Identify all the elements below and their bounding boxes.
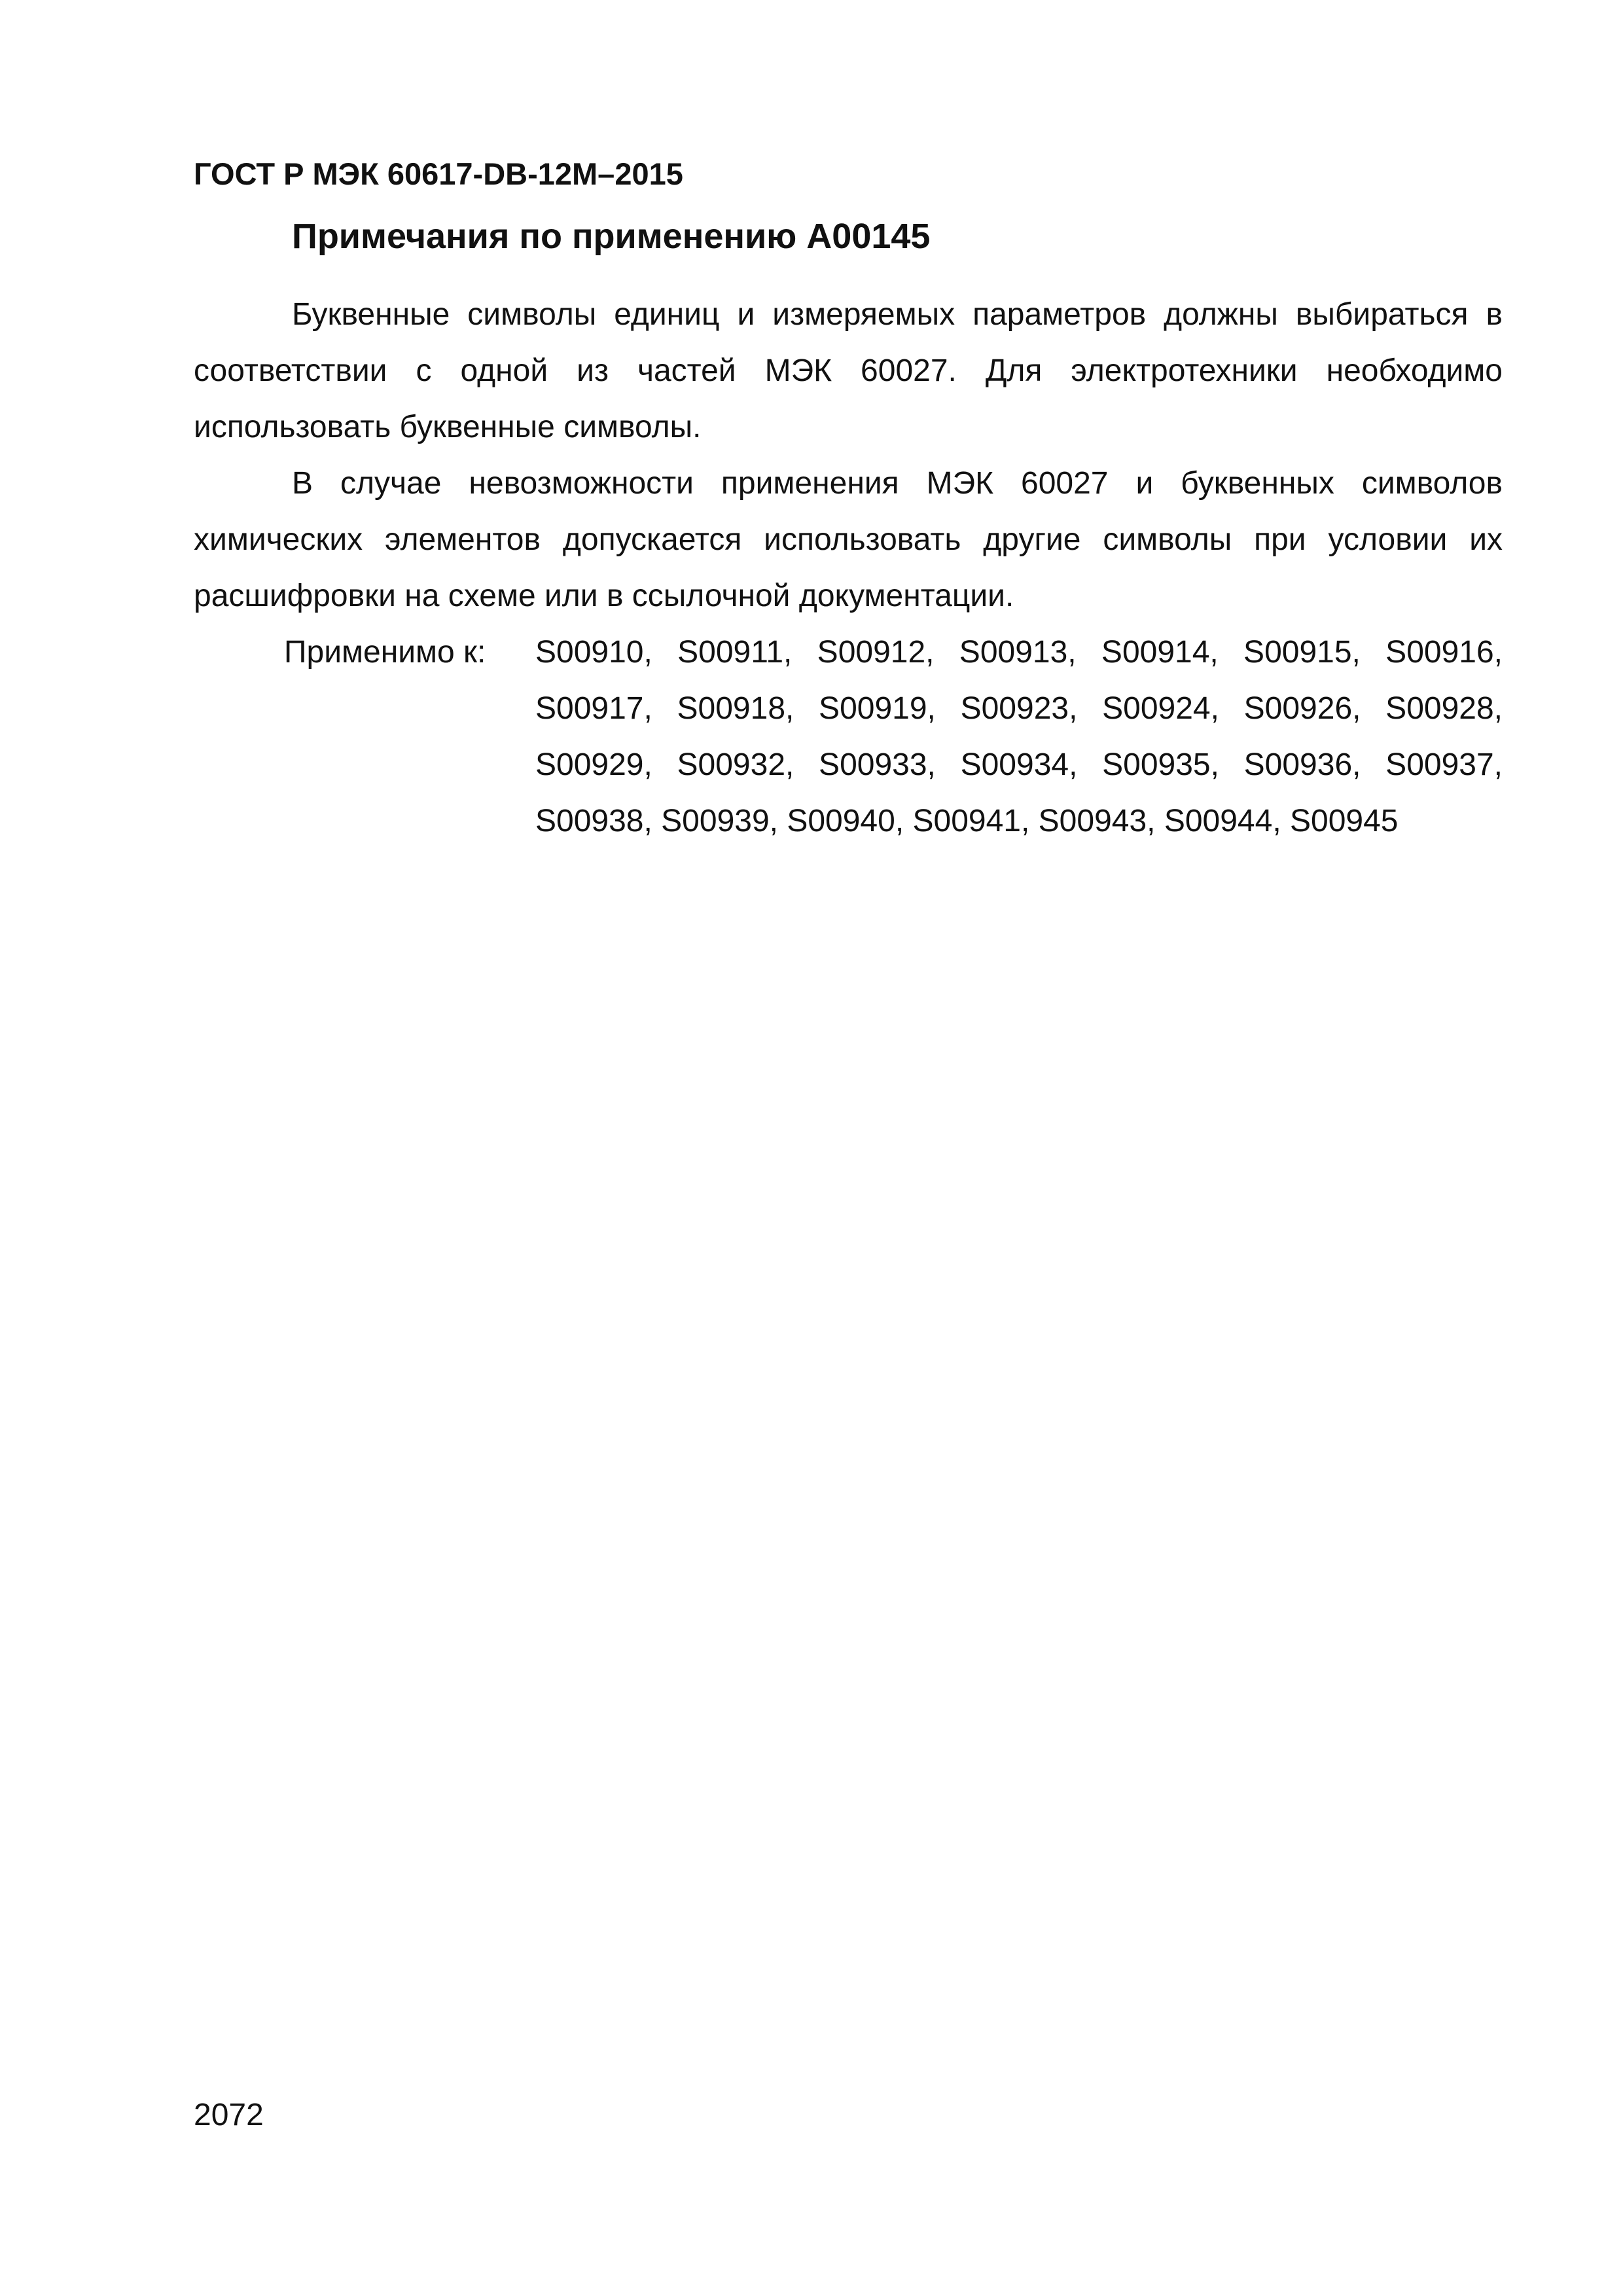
section-title: Примечания по применению A00145 [292,217,931,256]
applies-to-list: S00910, S00911, S00912, S00913, S00914, S00915, S00916, S00917, S00918, S00919, S00923, S00924, S00926, S00928, S00929, S00932, S00933, S00934, S00935, S00936, S00937, S00938, S00939, S00940, S00941, S00943, S00944, S00945 [535,635,1503,838]
document-header: ГОСТ Р МЭК 60617-DB-12M–2015 [194,156,683,191]
applies-to-label: Применимо к: [284,635,486,670]
paragraph-letter-symbols: Буквенные символы единиц и измеряемых параметров должны выбираться в соответствии с одной из частей МЭК 60027. Для электротехники необходимо использовать буквенные символы. [194,297,1503,444]
paragraph-other-symbols: В случае невозможности применения МЭК 60027 и буквенных символов химических элементов допускается использовать другие символы при условии их расшифровки на схеме или в ссылочной документации. [194,466,1503,613]
page-number: 2072 [194,2098,264,2132]
